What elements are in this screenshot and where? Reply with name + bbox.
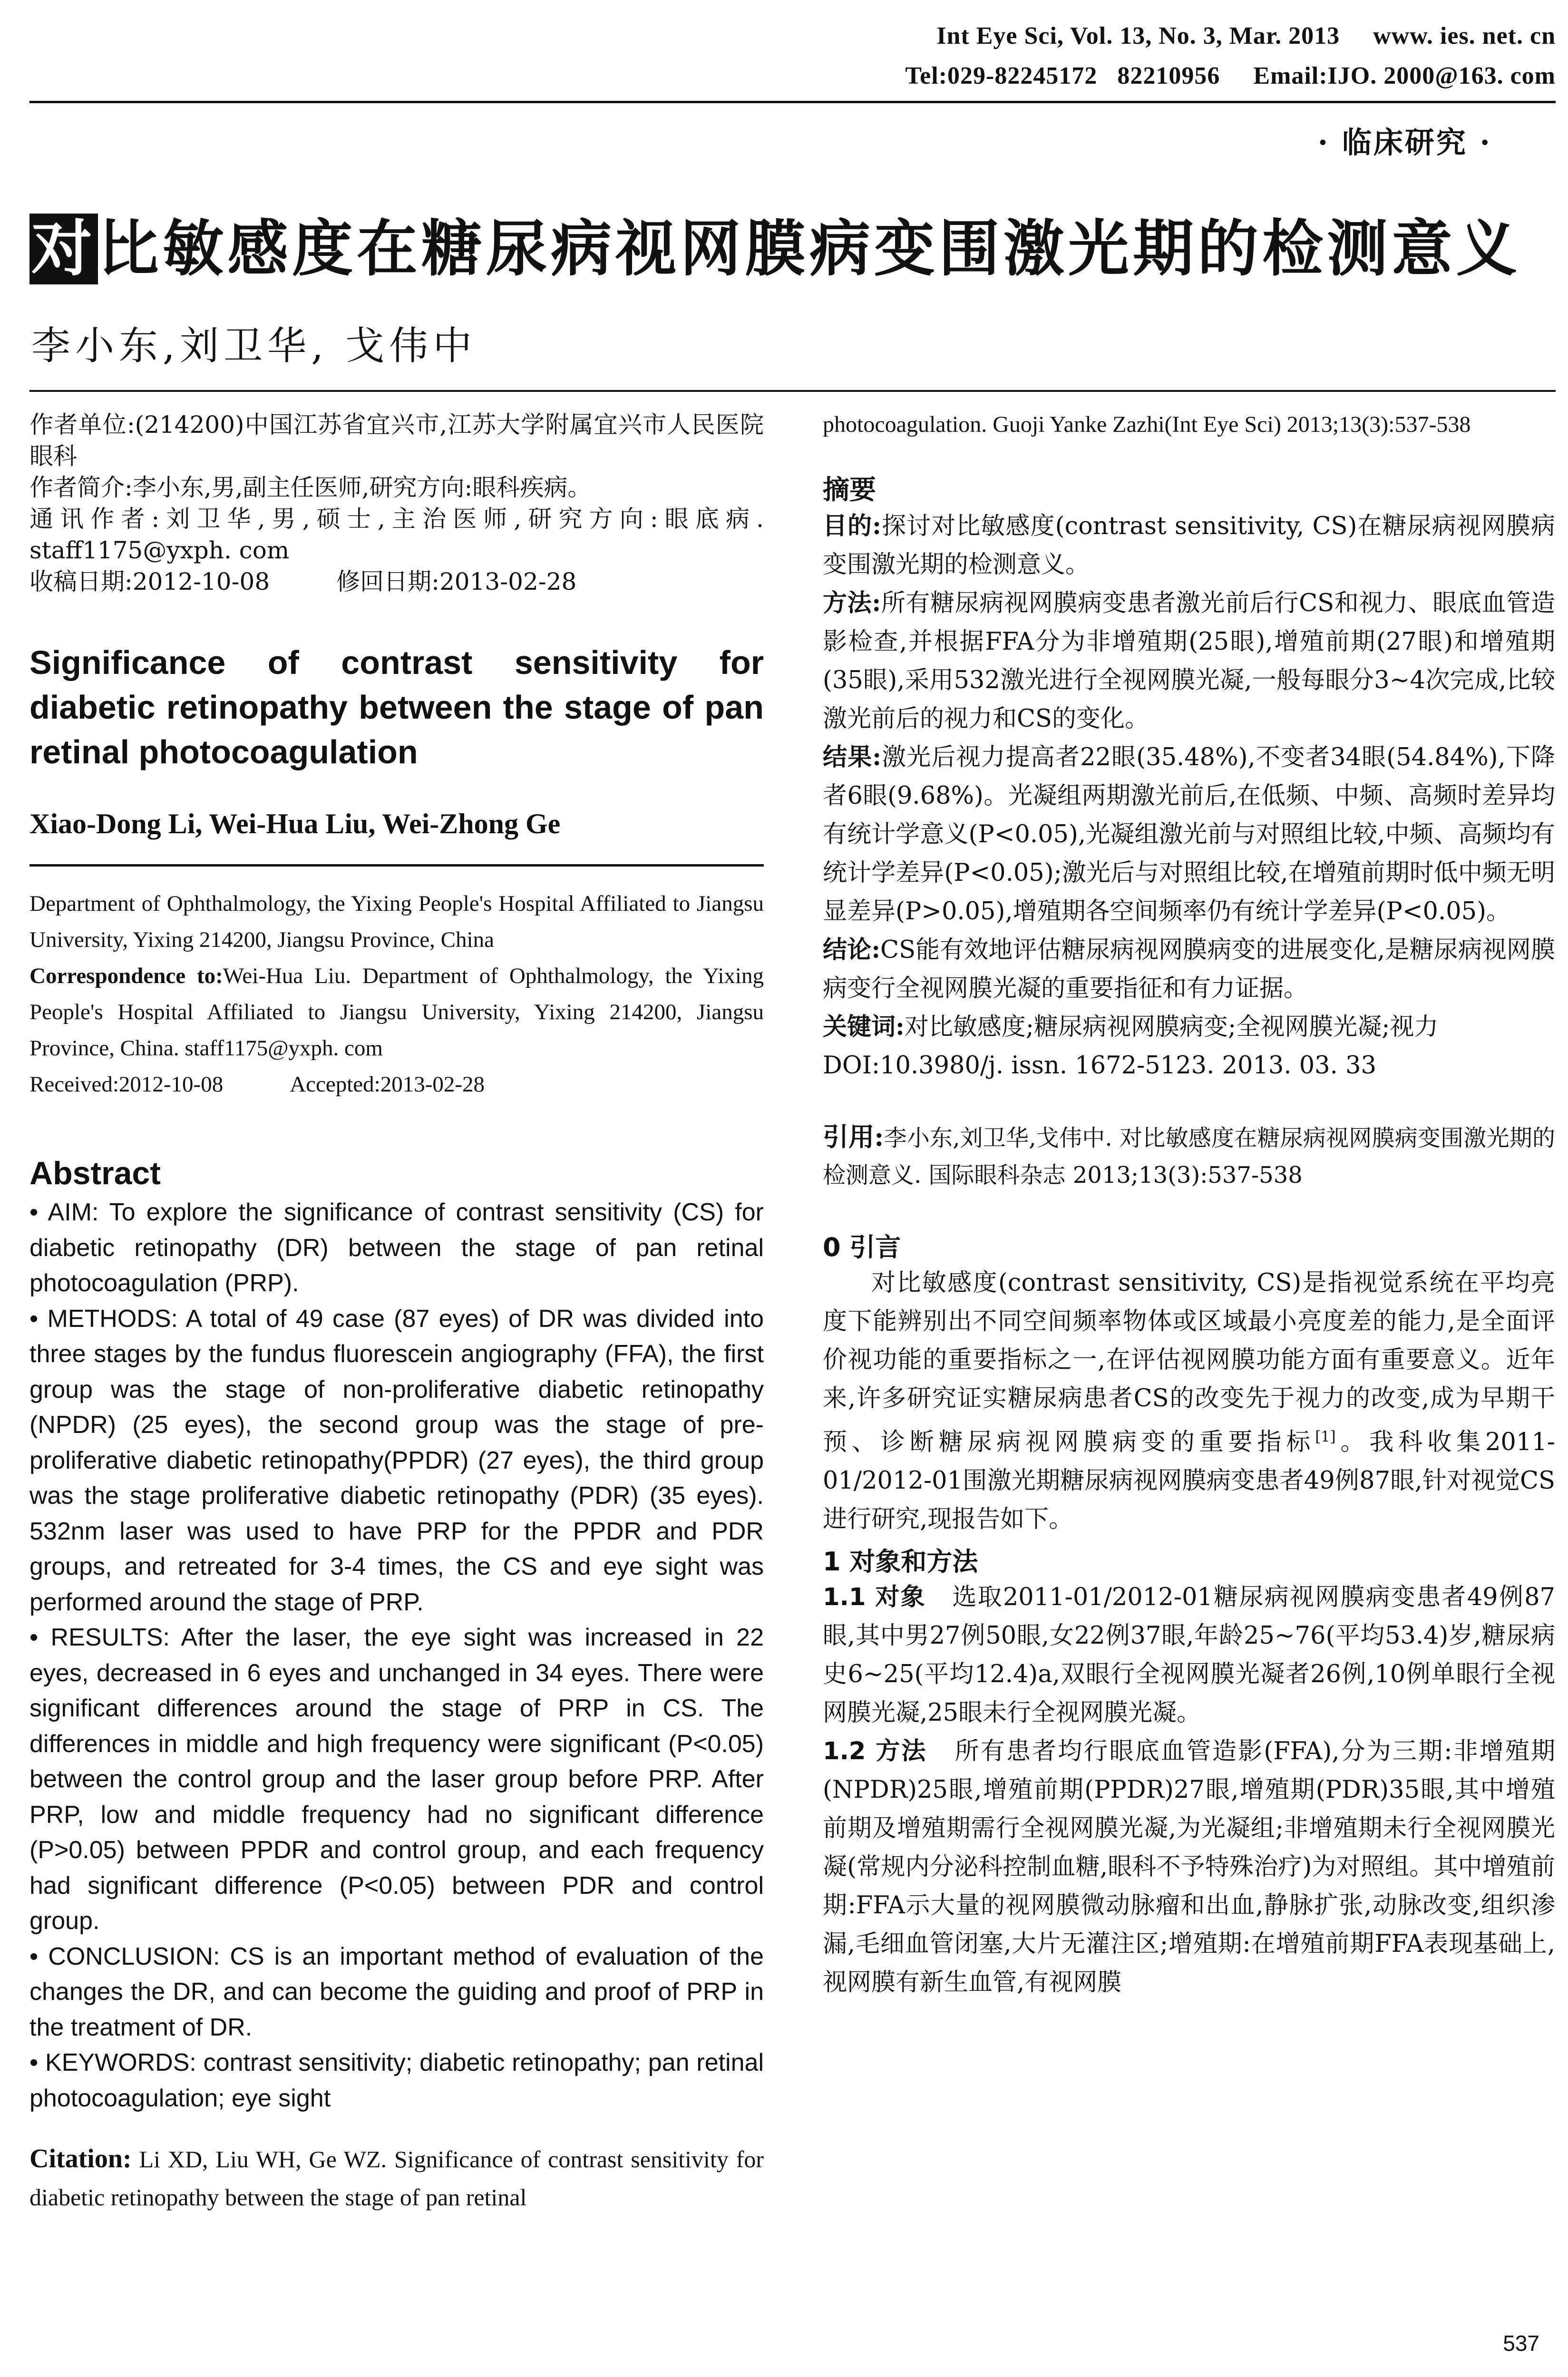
page-number: 537	[1503, 2331, 1539, 2356]
subjects-paragraph	[823, 1578, 1555, 1732]
title-rest: 比敏感度在糖尿病视网膜病变围激光期的检测意义	[98, 214, 1521, 284]
zh-abstract-heading: 摘要	[823, 474, 876, 506]
correspondence-label: Correspondence to:	[29, 964, 223, 988]
section-tag: · 临床研究 ·	[1317, 125, 1492, 160]
zh-conclusion	[823, 931, 1555, 1008]
citation-en	[29, 2140, 764, 2216]
citation-cn	[823, 1118, 1555, 1194]
intro-heading: 0 引言	[823, 1232, 901, 1262]
title-first-char: 对	[29, 214, 98, 284]
zh-aim-text: 探讨对比敏感度(contrast sensitivity, CS)在糖尿病视网膜病变围激光期的检测意义。	[823, 512, 1555, 579]
accepted-en: Accepted:2013-02-28	[290, 1072, 485, 1097]
methods-body	[823, 1578, 1555, 2002]
title-rule	[29, 390, 1556, 392]
intro-paragraph	[823, 1264, 1555, 1539]
received-cn: 收稿日期:2012-10-08	[29, 568, 270, 595]
subjects-text: 选取2011-01/2012-01糖尿病视网膜病变患者49例87眼,其中男27例50眼,女22例37眼,年龄25~76(平均53.4)岁,糖尿病史6~25(平均12.4)a,双眼行全视网膜光凝者26例,10例单眼行全视网膜光凝,25眼未行全视网膜光凝。	[823, 1583, 1555, 1727]
zh-keywords	[823, 1008, 1555, 1046]
dates-en	[29, 1066, 764, 1102]
citation-en-continued: photocoagulation. Guoji Yanke Zazhi(Int Eye Sci) 2013;13(3):537-538	[823, 412, 1471, 437]
citation-cn-text: 李小东,刘卫华,戈伟中. 对比敏感度在糖尿病视网膜病变围激光期的检测意义. 国际眼科杂志 2013;13(3):537-538	[823, 1125, 1555, 1188]
zh-aim-label: 目的:	[823, 512, 881, 540]
intro-text-a: 对比敏感度(contrast sensitivity, CS)是指视觉系统在平均亮度下能辨别出不同空间频率物体或区域最小亮度差的能力,是全面评价视功能的重要指标之一,在评估视网膜功能方面有重要意义。近年来,许多研究证实糖尿病患者CS的改变先于视力的改变,成为早期干预、诊断糖尿病视网膜病变的重要指标	[823, 1269, 1555, 1456]
affiliation-en	[29, 886, 764, 1102]
affiliation-cn: 作者单位:(214200)中国江苏省宜兴市,江苏大学附属宜兴市人民医院眼科	[29, 411, 764, 470]
abstract-conclusion: • CONCLUSION: CS is an important method of evaluation of the changes the DR, and can become the guiding and proof of PRP in the treatment of DR.	[29, 1942, 764, 2041]
citation-text: Li XD, Liu WH, Ge WZ. Significance of contrast sensitivity for diabetic retinopathy between the stage of pan retinal	[29, 2146, 764, 2211]
correspondence-cn: 通讯作者:刘卫华,男,硕士,主治医师,研究方向:眼底病. staff1175@yxph. com	[29, 505, 764, 564]
zh-abstract-body	[823, 507, 1555, 1085]
zh-results	[823, 738, 1555, 931]
zh-results-text: 激光后视力提高者22眼(35.48%),不变者34眼(54.84%),下降者6眼(9.68%)。光凝组两期激光前后,在低频、中频、高频时差异均有统计学意义(P<0.05),光凝组激光前与对照组比较,中频、高频均有统计学差异(P<0.05);激光后与对照组比较,在增殖前期时低中频无明显差异(P>0.05),增殖期各空间频率仍有统计学差异(P<0.05)。	[823, 743, 1555, 925]
english-authors: Xiao-Dong Li, Wei-Hua Liu, Wei-Zhong Ge	[29, 808, 561, 839]
correspondence-text: Wei-Hua Liu. Department of Ophthalmology, the Yixing People's Hospital Affiliated to Jiangsu University, Yixing 214200, Jiangsu Province, China. staff1175@yxph. com	[29, 964, 764, 1061]
zh-aim	[823, 507, 1555, 584]
zh-results-label: 结果:	[823, 743, 882, 771]
zh-methods-label: 方法:	[823, 589, 881, 617]
page-title	[29, 200, 1521, 287]
affiliation-rule	[29, 864, 764, 867]
methods-label: 1.2 方法	[823, 1737, 927, 1765]
received-en: Received:2012-10-08	[29, 1072, 224, 1097]
contact-info: Tel:029-82245172 82210956 Email:IJO. 2000@163. com	[905, 62, 1556, 89]
zh-methods-text: 所有糖尿病视网膜病变患者激光前后行CS和视力、眼底血管造影检查,并根据FFA分为非增殖期(25眼),增殖前期(27眼)和增殖期(35眼),采用532激光进行全视网膜光凝,一般每眼分3~4次完成,比较激光前后的视力和CS的变化。	[823, 589, 1555, 733]
methods-heading: 1 对象和方法	[823, 1547, 978, 1577]
abstract-body	[29, 1195, 764, 2116]
methods-paragraph	[823, 1732, 1555, 2002]
zh-conclusion-label: 结论:	[823, 935, 881, 964]
header-rule	[29, 101, 1556, 103]
zh-keywords-text: 对比敏感度;糖尿病视网膜病变;全视网膜光凝;视力	[904, 1013, 1439, 1041]
abstract-heading: Abstract	[29, 1155, 161, 1191]
revised-cn: 修回日期:2013-02-28	[336, 568, 577, 595]
authors-cn: 李小东,刘卫华, 戈伟中	[31, 323, 477, 369]
zh-keywords-label: 关键词:	[823, 1013, 905, 1041]
correspondence-en	[29, 958, 764, 1066]
citation-cn-label: 引用:	[823, 1121, 884, 1152]
dates-cn	[29, 566, 764, 597]
right-column	[823, 409, 1555, 2002]
meta-cn	[29, 409, 764, 597]
citation-label: Citation:	[29, 2144, 132, 2173]
zh-methods	[823, 584, 1555, 738]
bio-cn: 作者简介:李小东,男,副主任医师,研究方向:眼科疾病。	[29, 474, 592, 501]
abstract-aim: • AIM: To explore the significance of contrast sensitivity (CS) for diabetic retinopathy (DR) between the stage of pan retinal photocoagulation (PRP).	[29, 1198, 764, 1297]
abstract-keywords: • KEYWORDS: contrast sensitivity; diabetic retinopathy; pan retinal photocoagulation; eye sight	[29, 2049, 764, 2112]
doi: DOI:10.3980/j. issn. 1672-5123. 2013. 03. 33	[823, 1052, 1376, 1080]
methods-text: 所有患者均行眼底血管造影(FFA),分为三期:非增殖期(NPDR)25眼,增殖前期(PPDR)27眼,增殖期(PDR)35眼,其中增殖前期及增殖期需行全视网膜光凝,为光凝组;非增殖期未行全视网膜光凝(常规内分泌科控制血糖,眼科不予特殊治疗)为对照组。其中增殖前期:FFA示大量的视网膜微动脉瘤和出血,静脉扩张,动脉改变,组织渗漏,毛细血管闭塞,大片无灌注区;增殖期:在增殖前期FFA表现基础上,视网膜有新生血管,有视网膜	[823, 1737, 1555, 1997]
abstract-methods: • METHODS: A total of 49 case (87 eyes) of DR was divided into three stages by the fundus fluorescein angiography (FFA), the first group was the stage of non-proliferative diabetic retinopathy (NPDR) (25 eyes), the second group was the stage of pre-proliferative diabetic retinopathy(PPDR) (27 eyes), the third group was the stage proliferative diabetic retinopathy (PDR) (35 eyes). 532nm laser was used to have PRP for the PPDR and PDR groups, and retreated for 3-4 times, the CS and eye sight was performed around the stage of PRP.	[29, 1305, 764, 1616]
abstract-results: • RESULTS: After the laser, the eye sight was increased in 22 eyes, decreased in 6 eyes and unchanged in 34 eyes. There were significant differences around the stage of PRP in CS. The differences in middle and high frequency were significant (P<0.05) between the control group and the laser group before PRP. After PRP, low and middle frequency had no significant difference (P>0.05) between PPDR and control group, and each frequency had significant difference (P<0.05) between PDR and control group.	[29, 1624, 764, 1935]
zh-conclusion-text: CS能有效地评估糖尿病视网膜病变的进展变化,是糖尿病视网膜病变行全视网膜光凝的重要指征和有力证据。	[823, 936, 1555, 1003]
english-title: Significance of contrast sensitivity for diabetic retinopathy between the stage of pan retinal photocoagulation	[29, 644, 764, 770]
department-en: Department of Ophthalmology, the Yixing People's Hospital Affiliated to Jiangsu University, Yixing 214200, Jiangsu Province, China	[29, 891, 764, 952]
journal-info: Int Eye Sci, Vol. 13, No. 3, Mar. 2013 www. ies. net. cn	[936, 22, 1556, 49]
left-column	[29, 409, 764, 2216]
ref-1[interactable]: [1]	[1315, 1429, 1336, 1445]
intro-text-b: 。我科收集2011-01/2012-01围激光期糖尿病视网膜病变患者49例87眼,针对视觉CS进行研究,现报告如下。	[823, 1428, 1555, 1533]
subjects-label: 1.1 对象	[823, 1583, 926, 1611]
intro-body	[823, 1264, 1555, 1539]
